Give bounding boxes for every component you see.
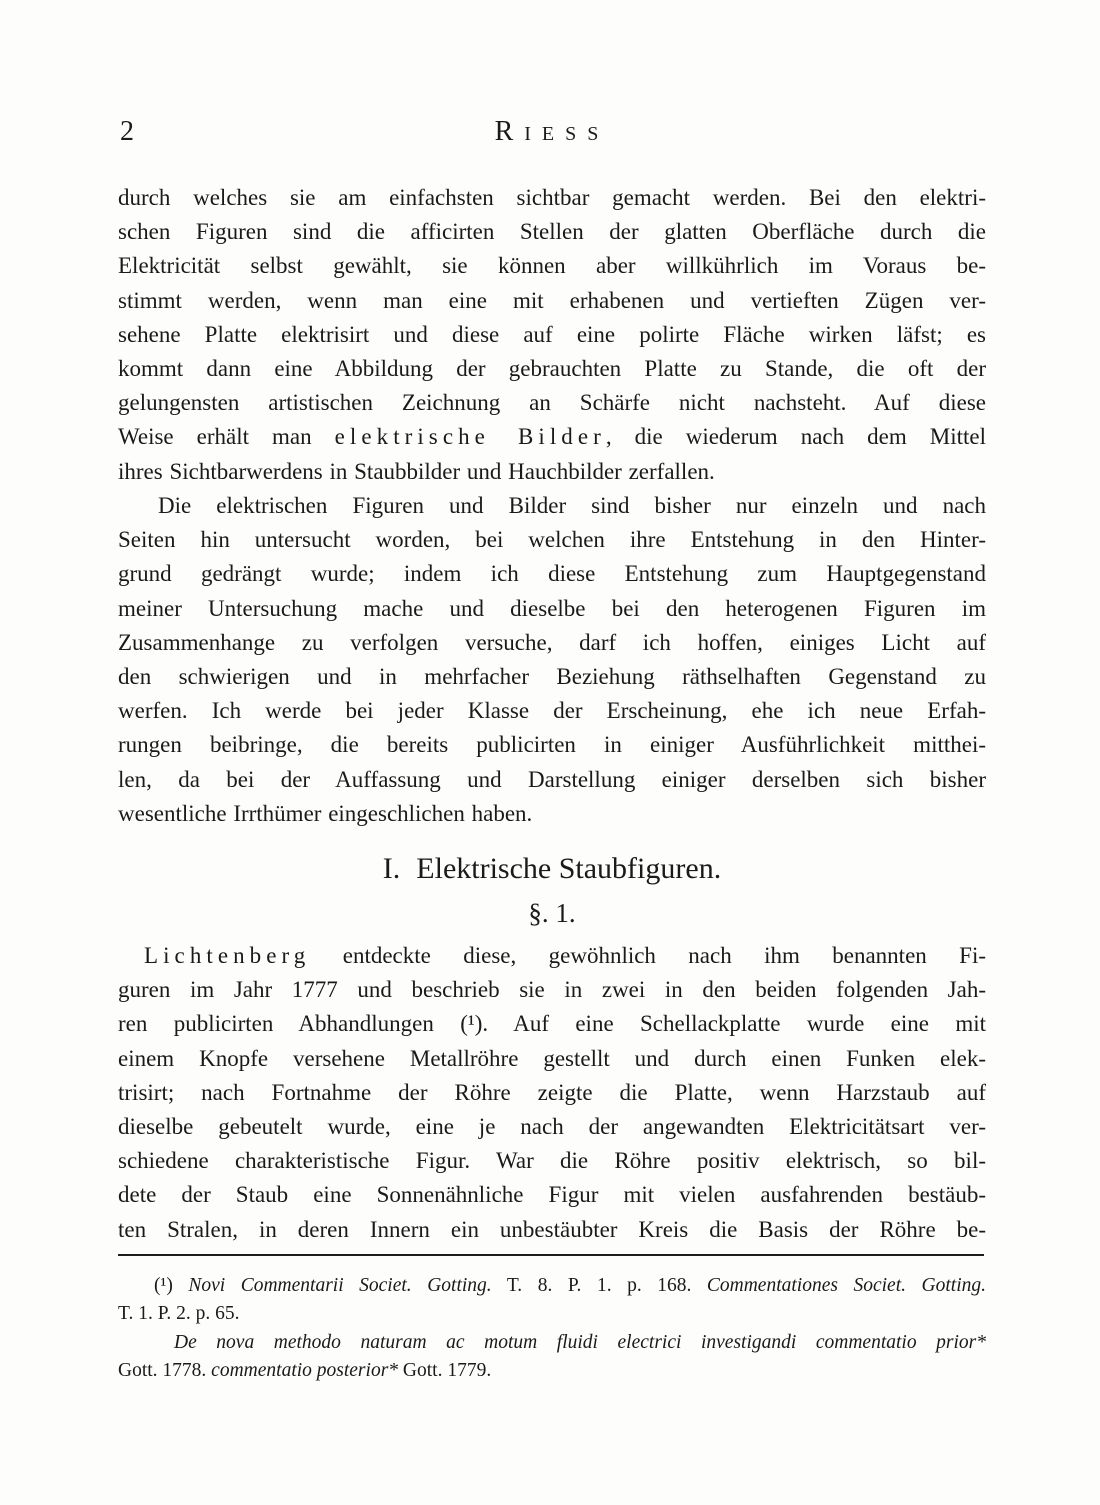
- body-line: [118, 939, 986, 973]
- footnote-line: [118, 1272, 986, 1300]
- body-line: trisirt; nach Fortnahme der Röhre zeigte die Platte, wenn Harzstaub auf: [118, 1079, 986, 1105]
- paragraph-mark: §. 1.: [528, 898, 576, 928]
- footnote-line: T. 1. P. 2. p. 65.: [118, 1303, 240, 1325]
- running-header: Riess: [494, 116, 610, 147]
- citation-roman: Gott. 1778.: [118, 1360, 212, 1382]
- section-title: Elektrische Staubfiguren.: [416, 852, 722, 885]
- section-heading: [118, 852, 986, 892]
- citation-italic: commentatio posterior*: [211, 1360, 399, 1382]
- body-line: gelungensten artistischen Zeichnung an Schärfe nicht nachsteht. Auf diese: [118, 390, 986, 416]
- body-line: dete der Staub eine Sonnenähnliche Figur mit vielen ausfahrenden bestäub-: [118, 1182, 986, 1208]
- footnote-line: [118, 1357, 986, 1385]
- body-line: grund gedrängt wurde; indem ich diese Entstehung zum Hauptgegenstand: [118, 561, 986, 587]
- body-line: einem Knopfe versehene Metallröhre gestellt und durch einen Funken elek-: [118, 1045, 986, 1071]
- paragraph-1: [118, 181, 986, 489]
- body-line: Seiten hin untersucht worden, bei welchen ihre Entstehung in den Hinter-: [118, 527, 986, 553]
- body-line: dieselbe gebeutelt wurde, eine je nach der angewandten Elektricitätsart ver-: [118, 1113, 986, 1139]
- page-number: 2: [120, 116, 134, 147]
- footnote-line-latin-title: De nova methodo naturam ac motum fluidi electrici investigandi commentatio prior*: [174, 1331, 986, 1353]
- citation-roman: Gott. 1779.: [398, 1360, 492, 1382]
- body-line: Zusammenhange zu verfolgen versuche, darf ich hoffen, einiges Licht auf: [118, 629, 986, 655]
- body-line: schen Figuren sind die afficirten Stellen der glatten Oberfläche durch die: [118, 219, 986, 245]
- body-line: ihres Sichtbarwerdens in Staubbilder und Hauchbilder zerfallen.: [118, 458, 715, 484]
- body-line: den schwierigen und in mehrfacher Beziehung räthselhaften Gegenstand zu: [118, 663, 986, 689]
- body-line: [118, 420, 986, 454]
- body-line: meiner Untersuchung mache und dieselbe bei den heterogenen Figuren im: [118, 595, 986, 621]
- footnote-marker: (¹): [154, 1275, 189, 1296]
- body-line: Die elektrischen Figuren und Bilder sind bisher nur einzeln und nach: [158, 493, 986, 518]
- body-line: stimmt werden, wenn man eine mit erhabenen und vertieften Zügen ver-: [118, 287, 986, 313]
- body-line: guren im Jahr 1777 und beschrieb sie in zwei in den beiden folgenden Jah-: [118, 977, 986, 1003]
- body-line: kommt dann eine Abbildung der gebrauchten Platte zu Stande, die oft der: [118, 355, 986, 381]
- body-line: rungen beibringe, die bereits publicirten in einiger Ausführlichkeit mitthei-: [118, 732, 986, 758]
- body-line: Elektricität selbst gewählt, sie können aber willkührlich im Voraus be-: [118, 253, 986, 279]
- body-text: Weise erhält man: [118, 424, 335, 450]
- emphasized-spaced-text: Lichtenberg: [144, 943, 311, 968]
- body-line: sehene Platte elektrisirt und diese auf eine polirte Fläche wirken läfst; es: [118, 321, 986, 347]
- body-line: werfen. Ich werde bei jeder Klasse der Erscheinung, ehe ich neue Erfah-: [118, 698, 986, 724]
- body-line: durch welches sie am einfachsten sichtbar gemacht werden. Bei den elektri-: [118, 185, 986, 210]
- body-line: ten Stralen, in deren Innern ein unbestäubter Kreis die Basis der Röhre be-: [118, 1216, 986, 1242]
- paragraph-2: [118, 489, 986, 831]
- emphasized-spaced-text: elektrische Bilder: [334, 424, 606, 450]
- citation-italic: Commentationes Societ. Gotting.: [706, 1275, 986, 1296]
- footnotes: [118, 1272, 986, 1386]
- section-number: I.: [382, 852, 401, 885]
- page-header: [118, 116, 986, 156]
- footnote-separator-rule: [118, 1254, 984, 1256]
- body-line: ren publicirten Abhandlungen (¹). Auf eine Schellackplatte wurde eine mit: [118, 1011, 986, 1037]
- body-line: schiedene charakteristische Figur. War die Röhre positiv elektrisch, so bil-: [118, 1148, 986, 1174]
- body-text: entdeckte diese, gewöhnlich nach ihm benannten Fi-: [310, 943, 986, 968]
- citation-italic: Novi Commentarii Societ. Gotting.: [188, 1275, 492, 1296]
- body-line: len, da bei der Auffassung und Darstellung einiger derselben sich bisher: [118, 766, 986, 792]
- citation-roman: T. 8. P. 1. p. 168.: [491, 1275, 707, 1296]
- paragraph-3: [118, 939, 986, 1247]
- body-line: wesentliche Irrthümer eingeschlichen haben.: [118, 800, 533, 826]
- body-text: , die wiederum nach dem Mittel: [605, 424, 986, 450]
